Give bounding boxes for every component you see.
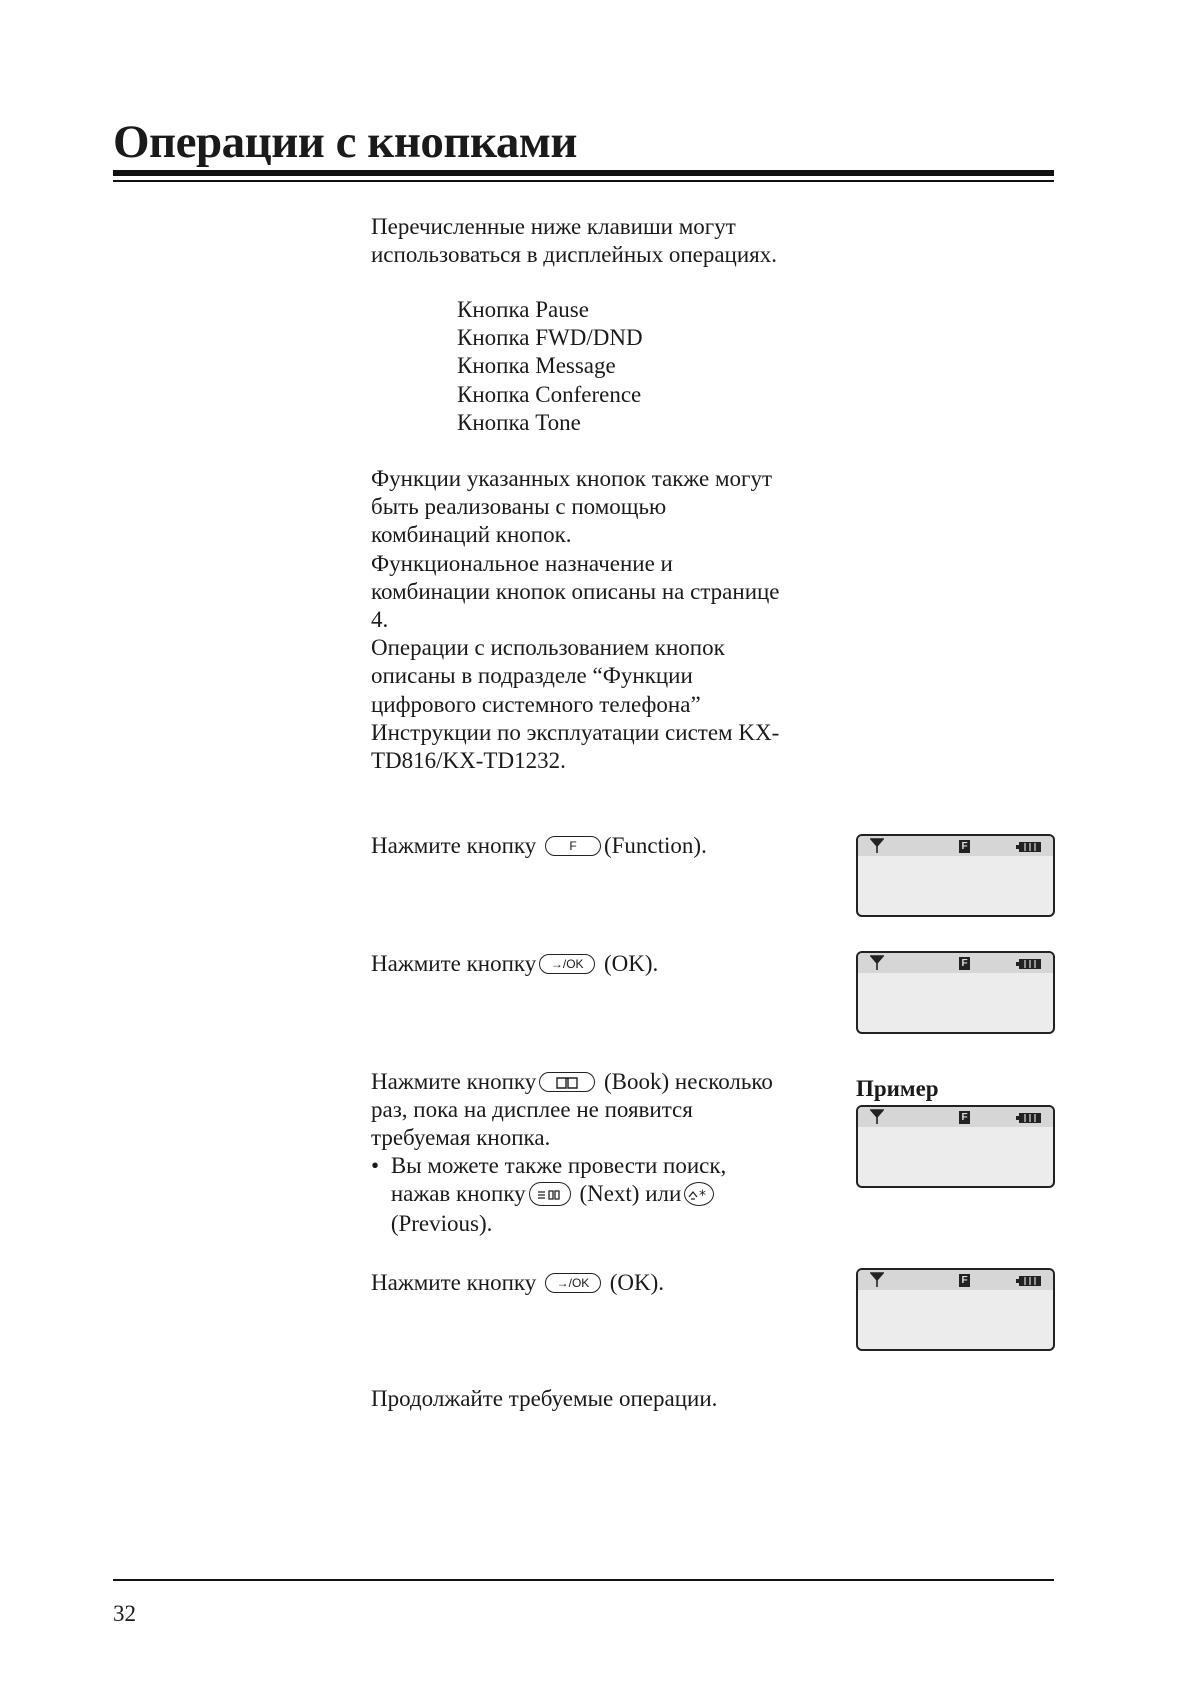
lcd-display (856, 1268, 1055, 1351)
page-number: 32 (113, 1601, 136, 1626)
step-text: Нажмите кнопку (371, 833, 537, 858)
book-key-icon (539, 1072, 595, 1092)
page-title: Операции с кнопками (113, 116, 577, 168)
tip-text: (Previous). (390, 1210, 493, 1236)
button-list (457, 296, 643, 437)
description-line: Инструкции по эксплуатации систем KX- (371, 719, 780, 745)
bullet-marker: • (371, 1153, 380, 1178)
intro-line: использоваться в дисплейных операциях. (371, 242, 778, 268)
example-label: Пример (856, 1076, 939, 1101)
description-line: Функции указанных кнопок также могут (371, 466, 772, 491)
step-text: (OK). (609, 1270, 665, 1295)
step-text: раз, пока на дисплее не появится (371, 1097, 693, 1123)
step-text: Нажмите кнопку (371, 951, 537, 976)
battery-icon (1016, 841, 1042, 853)
search-tip (371, 1152, 726, 1238)
tip-text: (Next) или (579, 1181, 682, 1207)
list-item: Кнопка Pause (457, 297, 589, 322)
function-key-icon: F (545, 836, 601, 856)
battery-icon (1016, 1275, 1042, 1287)
ok-key-icon: →/OK (539, 954, 595, 974)
step-book (371, 1068, 773, 1153)
list-item: Кнопка Conference (457, 381, 642, 407)
step-ok (371, 950, 658, 978)
description-line: описаны в подразделе “Функции (371, 663, 693, 689)
svg-text:*: * (699, 1187, 707, 1204)
step-text: (Function). (603, 833, 707, 858)
step-text: Нажмите кнопку (371, 1270, 537, 1295)
footer-rule (113, 1579, 1054, 1581)
list-item: Кнопка FWD/DND (457, 325, 643, 351)
battery-icon (1016, 958, 1042, 970)
previous-key-icon (684, 1182, 714, 1206)
description-line: цифрового системного телефона” (371, 691, 701, 717)
function-indicator-icon: F (959, 957, 970, 970)
description-line: комбинации кнопок описаны на странице (371, 578, 780, 604)
function-indicator-icon: F (959, 1111, 970, 1124)
title-rule-thick (113, 170, 1054, 176)
step-text: Нажмите кнопку (371, 1069, 537, 1094)
ok-key-icon: →/OK (545, 1273, 601, 1293)
intro-line: Перечисленные ниже клавиши могут (371, 214, 736, 239)
description-line: 4. (371, 607, 389, 633)
function-indicator-icon: F (959, 1274, 970, 1287)
next-key-icon (529, 1182, 571, 1206)
list-item: Кнопка Tone (457, 409, 581, 435)
lcd-display (856, 1105, 1055, 1188)
title-rule-thin (113, 180, 1054, 182)
description-line: Операции с использованием кнопок (371, 635, 725, 661)
step-function (371, 832, 707, 860)
description-line: Функциональное назначение и (371, 550, 673, 576)
antenna-icon (870, 838, 884, 854)
description-line: быть реализованы с помощью (371, 494, 667, 520)
battery-icon (1016, 1112, 1042, 1124)
list-item: Кнопка Message (457, 353, 616, 379)
antenna-icon (870, 955, 884, 971)
description-line: TD816/KX-TD1232. (371, 748, 566, 774)
step-text: требуемая кнопка. (371, 1125, 551, 1151)
description-line: комбинаций кнопок. (371, 522, 572, 548)
antenna-icon (870, 1272, 884, 1288)
description-paragraph (371, 465, 841, 775)
final-instruction: Продолжайте требуемые операции. (371, 1386, 718, 1411)
lcd-display (856, 834, 1055, 917)
lcd-display (856, 951, 1055, 1034)
antenna-icon (870, 1109, 884, 1125)
function-indicator-icon: F (959, 840, 970, 853)
tip-text: нажав кнопку (390, 1181, 526, 1207)
tip-text: Вы можете также провести поиск, (390, 1153, 727, 1178)
intro-paragraph (371, 213, 841, 269)
step-text: (OK). (603, 951, 659, 976)
step-text: (Book) несколько (603, 1069, 773, 1094)
step-ok-2 (371, 1269, 664, 1297)
